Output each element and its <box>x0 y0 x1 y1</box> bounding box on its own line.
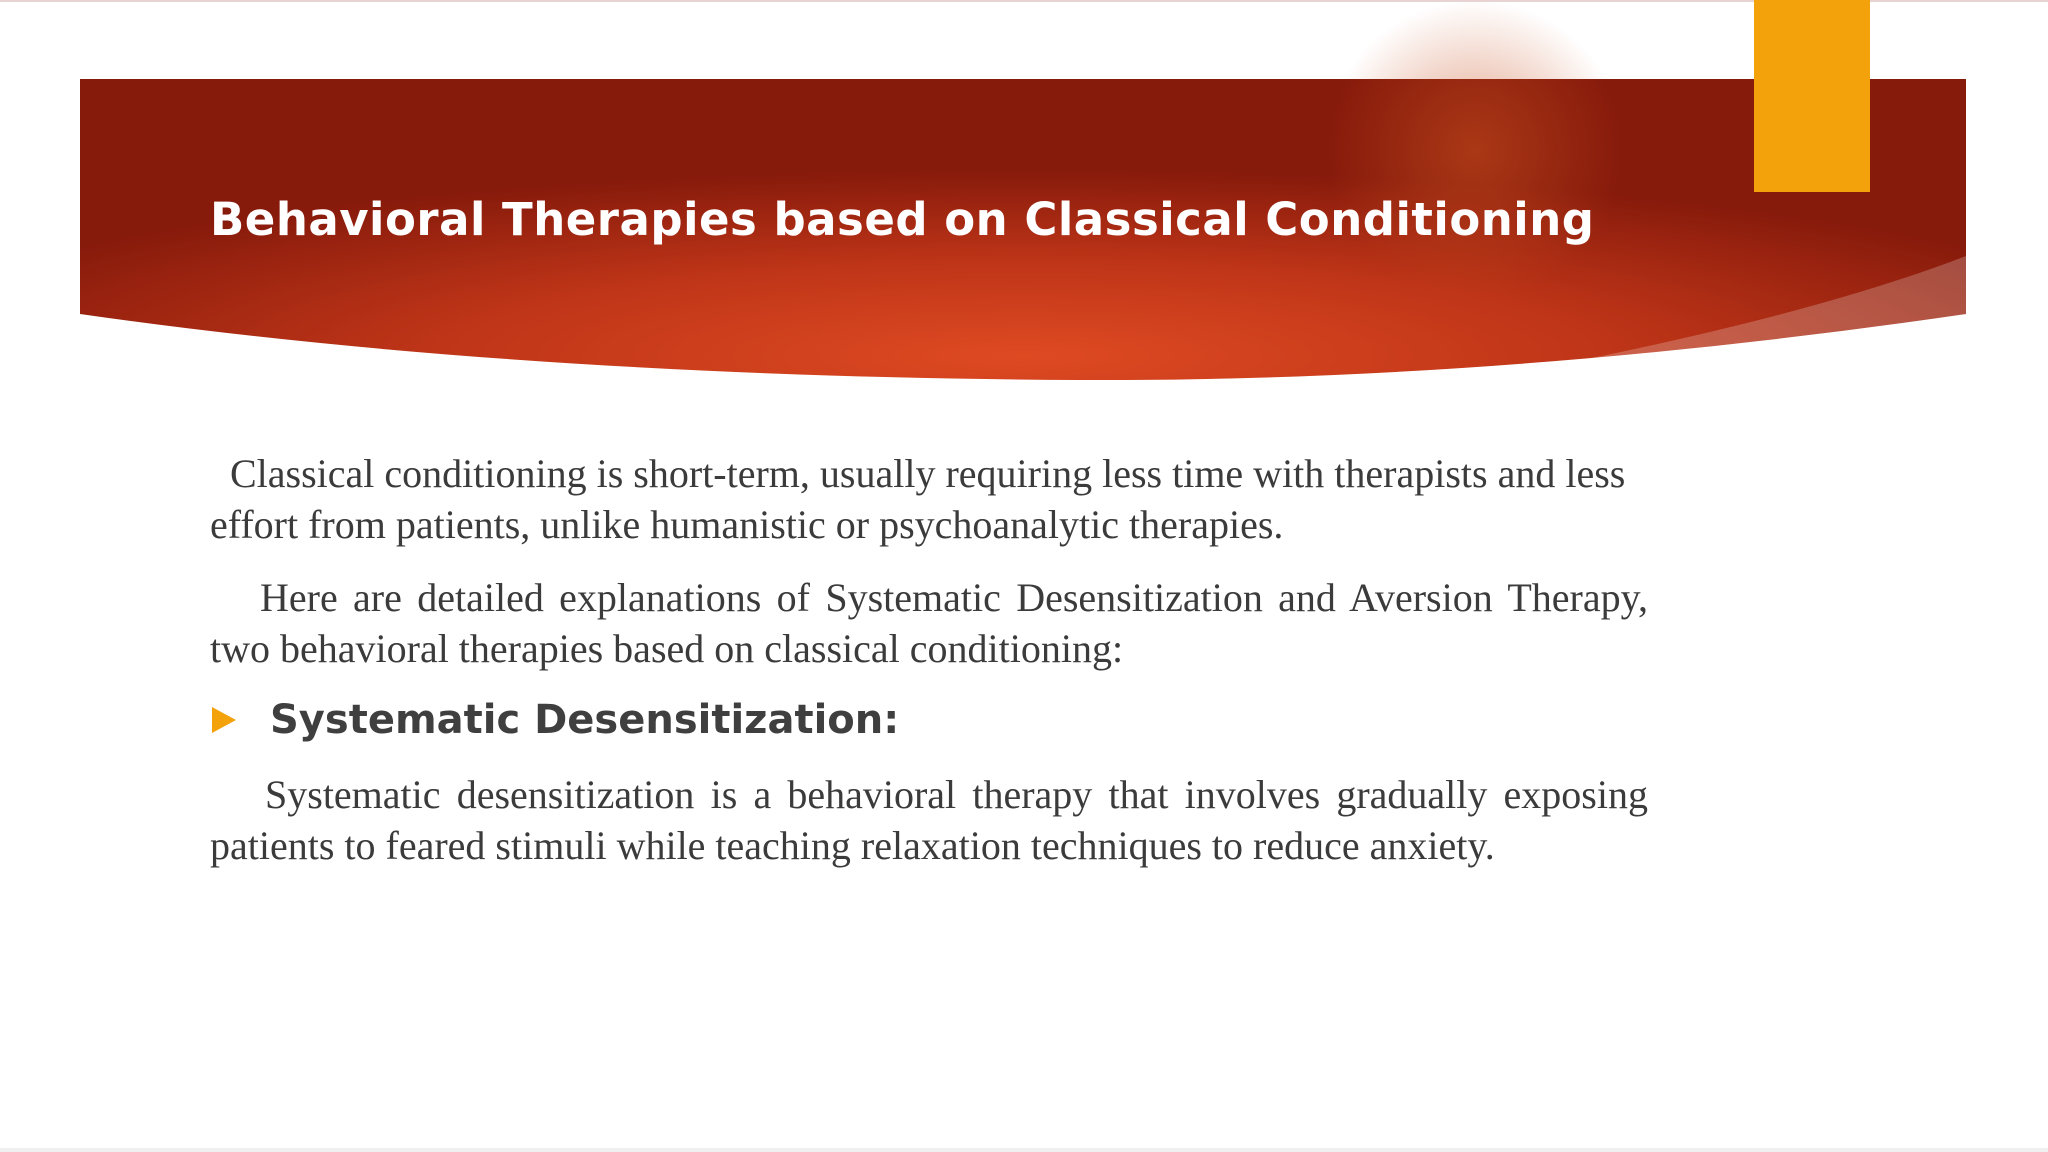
paragraph-desensitization: Systematic desensitization is a behavioral therapy that involves gradually exposing patients to feared stimuli while teaching relaxation techniques to reduce anxiety. <box>210 772 1648 868</box>
accent-tab <box>1754 0 1870 192</box>
paragraph-intro: Classical conditioning is short-term, usually requiring less time with therapists and less effort from patients, unlike humanistic or psychoanalytic therapies. <box>210 451 1626 547</box>
triangle-bullet-icon <box>212 707 236 733</box>
bullet-item <box>210 690 899 750</box>
slide-title: Behavioral Therapies based on Classical Conditioning <box>210 193 1595 246</box>
paragraph-overview: Here are detailed explanations of Systematic Desensitization and Aversion Therapy, two behavioral therapies based on classical conditioning: <box>210 575 1648 671</box>
bullet-heading: Systematic Desensitization: <box>270 697 900 743</box>
bottom-border-line <box>0 1148 2048 1152</box>
